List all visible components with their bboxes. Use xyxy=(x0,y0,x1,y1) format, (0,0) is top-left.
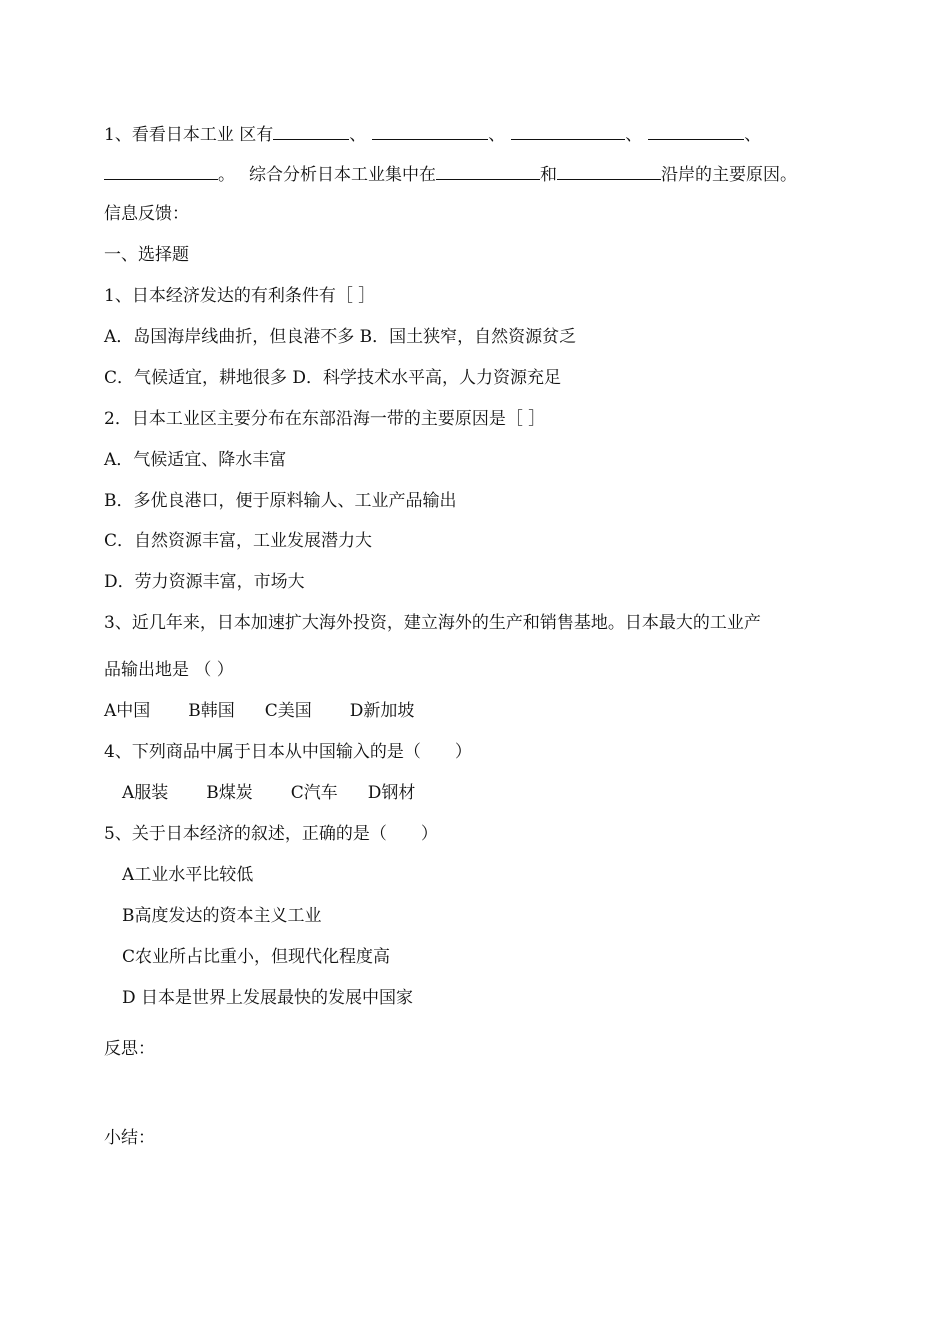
q4-option-a: A服装 xyxy=(122,783,169,803)
intro-line-1 xyxy=(104,122,761,146)
q1-options-cd: C．气候适宜，耕地很多 D．科学技术水平高，人力资源充足 xyxy=(104,368,562,388)
heading-feedback: 信息反馈： xyxy=(104,204,189,224)
reflection-label: 反思： xyxy=(104,1039,155,1059)
answer-blank-3[interactable] xyxy=(511,122,625,140)
summary-label: 小结： xyxy=(104,1128,155,1148)
q3-option-b: B韩国 xyxy=(188,701,235,721)
q5-option-c: C农业所占比重小，但现代化程度高 xyxy=(122,947,391,967)
answer-blank-7[interactable] xyxy=(557,162,661,180)
q2-option-a: A．气候适宜、降水丰富 xyxy=(104,450,287,470)
separator: 、 xyxy=(488,125,506,145)
q4-options xyxy=(122,782,415,804)
q4-option-d: D钢材 xyxy=(367,783,416,803)
answer-blank-4[interactable] xyxy=(648,122,744,140)
q2-option-b: B．多优良港口，便于原料输人、工业产品输出 xyxy=(104,491,457,511)
q3-option-d: D新加坡 xyxy=(349,701,415,721)
heading-choice: 一、选择题 xyxy=(104,245,189,265)
separator: 、 xyxy=(744,125,762,145)
q3-option-a: A中国 xyxy=(104,701,151,721)
q2-stem: 2．日本工业区主要分布在东部沿海一带的主要原因是［ ］ xyxy=(104,409,546,429)
intro-analysis-text: 综合分析日本工业集中在 xyxy=(249,165,436,185)
intro-prompt: 1、看看日本工业 区有 xyxy=(104,125,274,145)
q3-options xyxy=(104,700,414,722)
intro-suffix: 沿岸的主要原因。 xyxy=(661,165,797,185)
q2-option-d: D．劳力资源丰富，市场大 xyxy=(104,572,305,592)
period: 。 xyxy=(218,165,235,185)
q3-stem-line-1: 3、近几年来，日本加速扩大海外投资，建立海外的生产和销售基地。日本最大的工业产 xyxy=(104,613,761,633)
q1-options-ab: A．岛国海岸线曲折，但良港不多 B．国土狭窄，自然资源贫乏 xyxy=(104,327,577,347)
separator: 、 xyxy=(349,125,367,145)
q3-stem-line-2: 品输出地是 （ ） xyxy=(104,660,234,680)
q4-stem: 4、下列商品中属于日本从中国输入的是（ ） xyxy=(104,742,472,762)
intro-line-2 xyxy=(104,162,797,186)
q5-option-d: D 日本是世界上发展最快的发展中国家 xyxy=(122,988,414,1008)
answer-blank-2[interactable] xyxy=(372,122,488,140)
q3-option-c: C美国 xyxy=(264,701,312,721)
q5-option-a: A工业水平比较低 xyxy=(122,865,254,885)
q5-option-b: B高度发达的资本主义工业 xyxy=(122,906,322,926)
q1-stem: 1、日本经济发达的有利条件有［ ］ xyxy=(104,286,376,306)
q4-option-b: B煤炭 xyxy=(206,783,253,803)
q5-stem: 5、关于日本经济的叙述，正确的是（ ） xyxy=(104,824,438,844)
answer-blank-6[interactable] xyxy=(436,162,540,180)
answer-blank-1[interactable] xyxy=(273,122,349,140)
answer-blank-5[interactable] xyxy=(104,162,218,180)
q4-option-c: C汽车 xyxy=(290,783,338,803)
q2-option-c: C．自然资源丰富，工业发展潜力大 xyxy=(104,531,373,551)
separator: 、 xyxy=(625,125,643,145)
conjunction: 和 xyxy=(540,165,557,185)
